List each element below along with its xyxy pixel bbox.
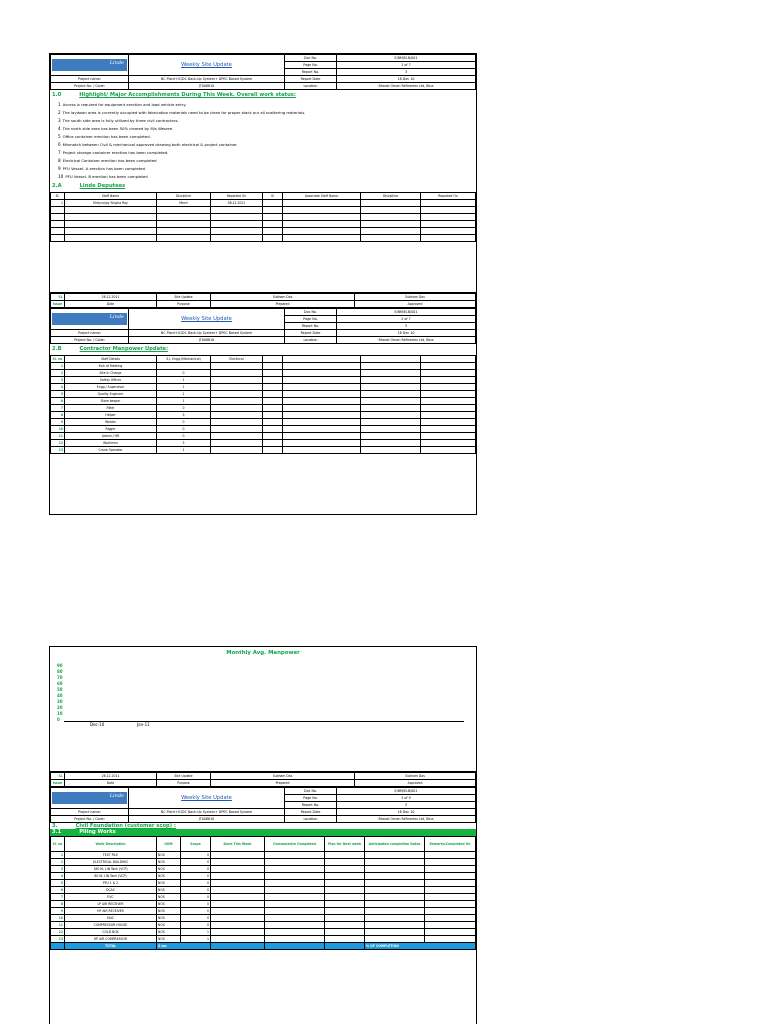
manpower-table: Sl. no Staff Details S.J. Engg.(Mechanical) Electrical 1 Kick of Meeting 2 Site In Charge 0 3 Safety Officer 1 4 Engg./ Supervisor 1 5 Quality Engineer 1 6 Store keeper 1 7 Fitter 0 8 Helper 3 9 Welder 0 10 Rigger 0 11 Admin / HR 0 12 Workmen 3 13 Crane Operator 1 [50, 355, 476, 454]
linde-logo-icon: Linde [52, 792, 127, 804]
y-tick-label: 10 [57, 711, 63, 716]
section-3-heading: 3. Civil Foundation (customer scop) : [52, 823, 176, 829]
linde-logo-icon: Linde [52, 313, 127, 325]
linde-logo-icon: Linde [52, 59, 127, 71]
section-3-1-heading: 3.1 Piling Works [50, 829, 476, 836]
y-tick-label: 40 [57, 693, 63, 698]
y-tick-label: 50 [57, 687, 63, 692]
list-item: 1 Access is required for equipment erection and load vehicle entry. [58, 102, 187, 107]
table-row: 6 Store keeper 1 [51, 398, 476, 405]
logo-cell [51, 55, 129, 76]
y-tick-label: 90 [57, 663, 63, 668]
list-item: 2 The laydown area is currently occupied with fabrication materials need to be clean for proper stack our all scattering materials. [58, 110, 306, 115]
page-2 [49, 646, 477, 1024]
y-tick-label: 80 [57, 669, 63, 674]
x-axis [64, 721, 464, 722]
table-row: 8 Helper 3 [51, 412, 476, 419]
x-tick-label: Dec-10 [90, 722, 105, 727]
list-item: 10 PFU Vessel- B erection has been completed [58, 174, 148, 179]
section-1-heading: 1.0 Highlight/ Major Accomplishments During This Week. Overall work status: [52, 92, 296, 98]
table-row: 11 COMPRESSOR HOUSE NOS 0 [51, 922, 476, 929]
list-item: 8 Electrical Container erection has been completed [58, 158, 157, 163]
table-row: 10 Rigger 0 [51, 426, 476, 433]
table-row: 11 Admin / HR 0 [51, 433, 476, 440]
table-row: 4 80 KL LIN Tank (VCP) NOS 0 [51, 873, 476, 880]
table-row: 8 LP AIR RECEIVER NOS 0 [51, 901, 476, 908]
table-row: 5 PFU 1 & 2 NOS 0 [51, 880, 476, 887]
header-table-2: Linde Weekly Site Update Doc No. E/BM/ELB/001 Page No. 2 of 7 Report No. 3 Project name: NC Plant+IC/DC Back-Up System+ DPEC Based System Report Date 18 Dec 10 Project No. / Code: JT008810 Location Bharat Oman Refineries Ltd, Bina [50, 308, 476, 344]
table-row: 7 Fitter 0 [51, 405, 476, 412]
y-tick-label: 60 [57, 681, 63, 686]
highlight-list [50, 101, 476, 181]
list-item: 7 Project storage container erection has been completed. [58, 150, 169, 155]
table-row: 13 Crane Operator 1 [51, 447, 476, 454]
table-row: 3 Safety Officer 1 [51, 377, 476, 384]
table-row: 5 Quality Engineer 1 [51, 391, 476, 398]
x-tick-label: Jan-11 [137, 722, 150, 727]
header-table-1: Linde Weekly Site Update Doc No. E/BM/ELB/001 Page No. 1 of 7 Report No. 3 Project name: NC Plant+IC/DC Back-Up System+ DPEC Based System Report Date 18 Dec 10 Project No. / Code: JT008810 Location Bharat Oman Refineries Ltd, Bina [50, 54, 476, 90]
table-row: 12 Workmen 3 [51, 440, 476, 447]
y-tick-label: 70 [57, 675, 63, 680]
signoff-table-1: Sl. 26.12.2011 Site Update Subham Das Subham Das Issue Date Purpose Prepared Approved [50, 293, 476, 308]
list-item: 3 The south side area is fully utilized by three civil contractors. [58, 118, 179, 123]
table-row: 6 DCAC NOS 0 [51, 887, 476, 894]
y-tick-label: 30 [57, 699, 63, 704]
section-2a-heading: 2.A Linde Deputees [52, 183, 126, 189]
list-item: 4 The north side area has been 50% cleared by M/s Wesree. [58, 126, 174, 131]
signoff-table-2: Sl. 26.12.2011 Site Update Subham Das Subham Das Issue Date Purpose Prepared Approved [50, 772, 476, 787]
page-title: Weekly Site Update [129, 55, 285, 76]
table-row: 1 TEST PILE NOS 0 [51, 852, 476, 859]
table-row: 10 MAC NOS 0 [51, 915, 476, 922]
table-row: 1 Mrityunjay Singha Roy Mech 08.12.2011 [51, 200, 476, 207]
y-tick-label: 0 [57, 717, 60, 722]
list-item: 9 PFU Vessel- A erection has been completed [58, 166, 145, 171]
deputees-table: Sl. Staff Name Discipline Reported On Sl Associate Staff Name Discipline Reported On 1 Mrityunjay Singha Roy Mech 08.12.2011 [50, 192, 476, 242]
y-tick-label: 20 [57, 705, 63, 710]
table-row: 7 EVC NOS 0 [51, 894, 476, 901]
list-item: 6 Mismatch between Civil & mechanical approved drawing both electrical & project container. [58, 142, 238, 147]
table-row: 9 HP AIR RECEIVER NOS 0 [51, 908, 476, 915]
table-row: 1 Kick of Meeting [51, 363, 476, 370]
table-row: 2 ELECTRICAL BUILDING NOS 0 [51, 859, 476, 866]
total-row: TOTAL 2 nm % OF COMPLETION [51, 943, 476, 950]
header-table-3: Linde Weekly Site Update Doc No. E/BM/ELB/001 Page No. 3 of 9 Report No. 3 Project name: NC Plant+IC/DC Back-Up System+ DPEC Based System Report Date 18 Dec 10 Project No. / Code: JT008810 Location Bharat Oman Refineries Ltd, Bina [50, 787, 476, 823]
table-row: 2 Site In Charge 0 [51, 370, 476, 377]
manpower-chart [50, 647, 476, 772]
chart-title: Monthly Avg. Manpower [226, 650, 300, 656]
table-row: 13 HP AIR COMPRESSOR NOS 1 [51, 936, 476, 943]
list-item: 5 Office container erection has been completed. [58, 134, 151, 139]
table-row: 12 COLD BOX NOS 1 [51, 929, 476, 936]
table-row: 3 180 KL LIN Tank (VCP) NOS 0 [51, 866, 476, 873]
section-2b-heading: 2.B Contractor Manpower Update: [52, 346, 169, 352]
table-row: 4 Engg./ Supervisor 1 [51, 384, 476, 391]
piling-table: Sl. no Work Description UOM Scope Done This Week Commulative Completed Plan for Next week Anticipated completion Dates Remarks/Completed On 1 TEST PILE NOS 0 2 ELECTRICAL BUILDING NOS 0 3 180 KL LIN Tank (VCP) NOS 0 4 80 KL LIN Tank (VCP) NOS 0 5 PFU 1 & 2 NOS 0 6 DCAC NOS 0 7 EVC NOS 0 8 LP AIR RECEIVER NOS 0 9 HP AIR RECEIVER NOS 0 10 MAC NOS 0 11 COMPRESSOR HOUSE NOS 0 12 COLD BOX NOS 1 13 HP AIR COMPRESSOR NOS 1 TOTAL 2 nm % OF COMPLETION [50, 836, 476, 950]
page-1 [49, 53, 477, 515]
table-row: 9 Welder 0 [51, 419, 476, 426]
